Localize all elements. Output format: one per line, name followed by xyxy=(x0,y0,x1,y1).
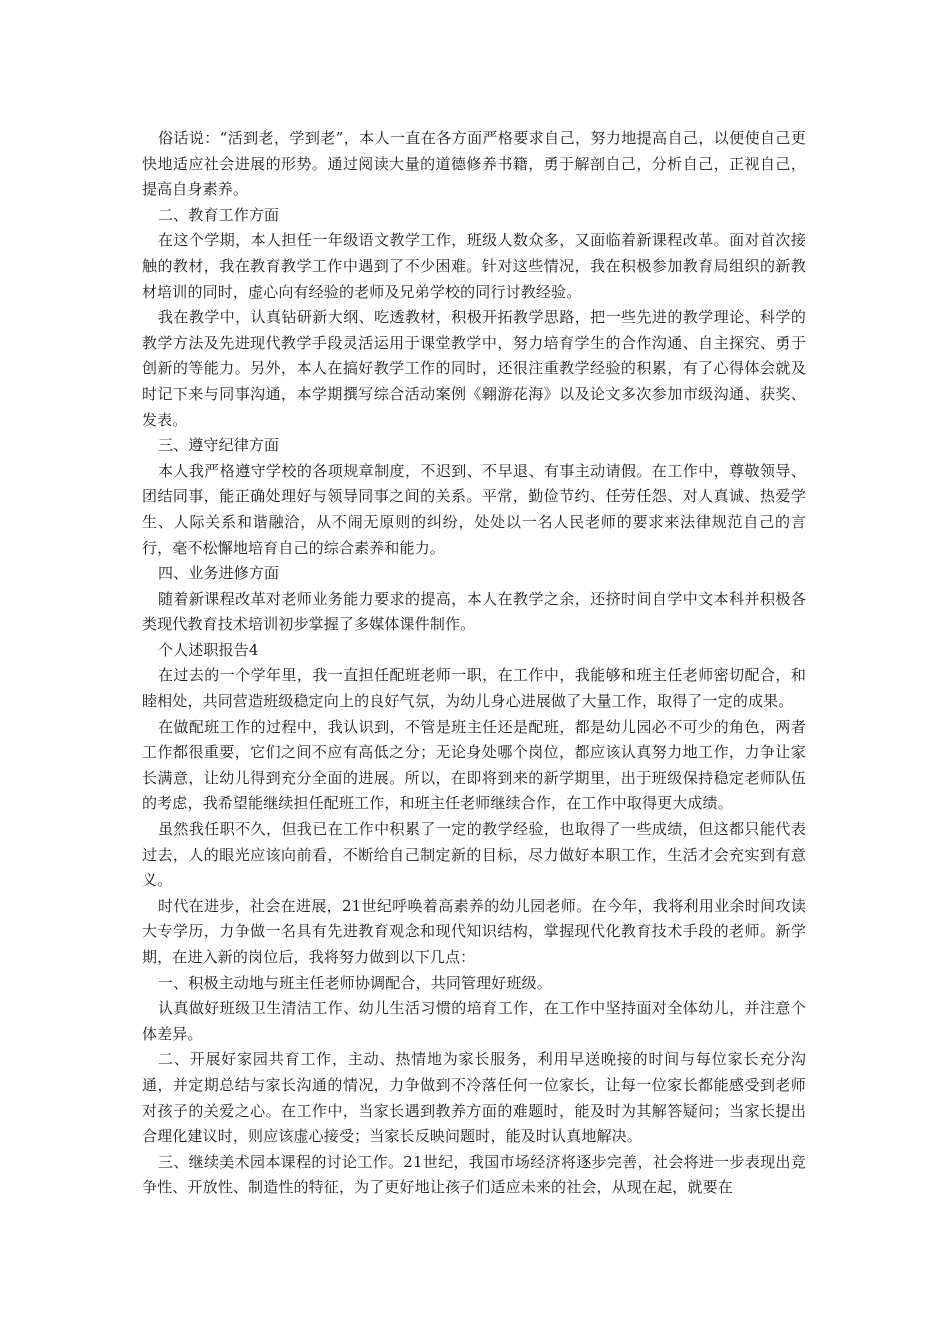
paragraph-teaching-assignment: 在这个学期，本人担任一年级语文教学工作，班级人数众多，又面临着新课程改革。面对首次接触的教材，我在教育教学工作中遇到了不少困难。针对这些情况，我在积极参加教育局组织的新教材培训的同时，虚心向有经验的老师及兄弟学校的同行讨教经验。 xyxy=(142,231,806,301)
document-page xyxy=(142,126,806,1201)
paragraph-teaching-methods: 我在教学中，认真钻研新大纲、吃透教材，积极开拓教学思路，把一些先进的教学理论、科学的教学方法及先进现代教学手段灵活运用于课堂教学中，努力培育学生的合作沟通、自主探究、勇于创新的等能力。另外，本人在搞好教学工作的同时，还很注重教学经验的积累，有了心得体会就及时记下来与同事沟通，本学期撰写综合活动案例《翱游花海》以及论文多次参加市级沟通、获奖、发表。 xyxy=(142,308,806,429)
plan-item-1: 一、积极主动地与班主任老师协调配合，共同管理好班级。 xyxy=(158,973,552,992)
paragraph-training: 随着新课程改革对老师业务能力要求的提高，本人在教学之余，还挤时间自学中文本科并积极各类现代教育技术培训初步掌握了多媒体课件制作。 xyxy=(142,589,806,634)
paragraph-past-year: 在过去的一个学年里，我一直担任配班老师一职，在工作中，我能够和班主任老师密切配合，和睦相处，共同营造班级稳定向上的良好气氛，为幼儿身心进展做了大量工作，取得了一定的成果。 xyxy=(142,666,806,711)
paragraph-co-teacher-role: 在做配班工作的过程中，我认识到，不管是班主任还是配班，都是幼儿园必不可少的角色，两者工作都很重要，它们之间不应有高低之分；无论身处哪个岗位，都应该认真努力地工作，力争让家长满意，让幼儿得到充分全面的进展。所以，在即将到来的新学期里，出于班级保持稳定老师队伍的考虑，我希望能继续担任配班工作，和班主任老师继续合作，在工作中取得更大成绩。 xyxy=(142,717,806,813)
paragraph-self-improvement: 俗话说：“活到老，学到老”，本人一直在各方面严格要求自己，努力地提高自己，以便使自己更快地适应社会进展的形势。通过阅读大量的道德修养书籍，勇于解剖自己，分析自己，正视自己，提高自身素养。 xyxy=(142,129,806,199)
paragraph-future-plans: 时代在进步，社会在进展，21世纪呼唤着高素养的幼儿园老师。在今年，我将利用业余时间攻读大专学历，力争做一名具有先进教育观念和现代知识结构，掌握现代化教育技术手段的老师。新学期，在进入新的岗位后，我将努力做到以下几点： xyxy=(142,896,806,966)
paragraph-discipline: 本人我严格遵守学校的各项规章制度，不迟到、不早退、有事主动请假。在工作中，尊敬领导、团结同事，能正确处理好与领导同事之间的关系。平常，勤俭节约、任劳任怨、对人真诚、热爱学生、人际关系和谐融洽，从不闹无原则的纠纷，处处以一名人民老师的要求来法律规范自己的言行，毫不松懈地培育自己的综合素养和能力。 xyxy=(142,461,806,557)
section-heading-education: 二、教育工作方面 xyxy=(158,205,280,224)
paragraph-hygiene: 认真做好班级卫生清洁工作、幼儿生活习惯的培育工作，在工作中坚持面对全体幼儿，并注意个体差异。 xyxy=(142,999,806,1043)
section-heading-training: 四、业务进修方面 xyxy=(158,564,280,583)
plan-item-2: 二、开展好家园共育工作，主动、热情地为家长服务，利用早送晚接的时间与每位家长充分沟通，并定期总结与家长沟通的情况，力争做到不冷落任何一位家长，让每一位家长都能感受到老师对孩子的关爱之心。在工作中，当家长遇到教养方面的难题时，能及时为其解答疑问；当家长提出合理化建议时，则应该虚心接受；当家长反映问题时，能及时认真地解决。 xyxy=(142,1050,806,1146)
section-heading-discipline: 三、遵守纪律方面 xyxy=(158,436,280,455)
plan-item-3: 三、继续美术园本课程的讨论工作。21世纪，我国市场经济将逐步完善，社会将进一步表现出竞争性、开放性、制造性的特征，为了更好地让孩子们适应未来的社会，从现在起，就要在 xyxy=(142,1152,806,1197)
report-title: 个人述职报告4 xyxy=(158,640,259,659)
paragraph-experience: 虽然我任职不久，但我已在工作中积累了一定的教学经验，也取得了一些成绩，但这都只能代表过去，人的眼光应该向前看，不断给自己制定新的目标，尽力做好本职工作，生活才会充实到有意义。 xyxy=(142,820,806,890)
